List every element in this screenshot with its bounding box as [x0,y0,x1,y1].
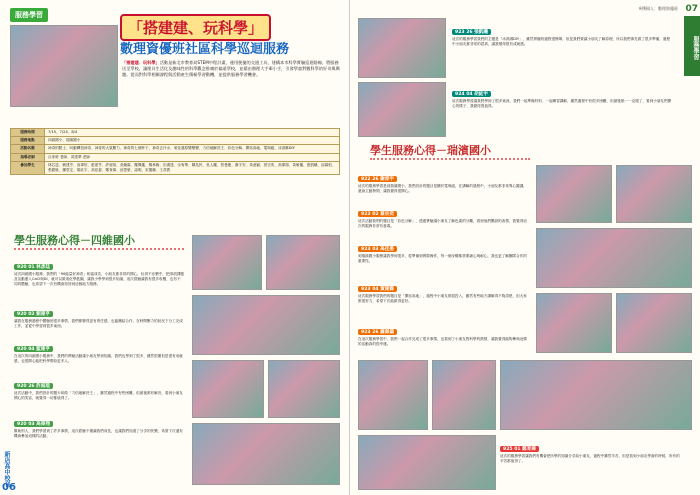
intro-text: 活動是新北市教育局STEM中程計畫，運用便捷的交通工具，建構本市科學實驗巡迴路線，將服務送至學校，讓理具生活化及趣味性的科學觀念推廣於偏遠學校，並藉由辦理大手牽小手，引發學童對數科學的好奇與興趣。從而對科學相關課程與活動產生積極學習動機，並提供服務學習機會。 [122,60,340,77]
divider [370,158,530,160]
section-heading: 學生服務心得－瑞濱國小 [370,144,491,157]
article-subtitle: 數理資優班社區科學巡迴服務 [120,42,290,57]
table-row: 服務時間 7/15、7/24、8/4 [11,129,340,137]
entry-name: 925 01 鄭育緯 [500,446,539,452]
entry-name: 923 26 羅佩儀 [358,329,397,335]
section-heading: 學生服務心得－四維國小 [14,234,135,247]
activity-photo [192,235,262,290]
list-item [500,435,680,464]
entry-name: 920 02 劉建亨 [14,311,53,317]
intro-highlight: 「搭建建．玩科學」 [122,60,160,65]
right-page [350,0,700,495]
article-title: 「搭建建、玩科學」 [120,14,271,41]
entry-body: 這次活動我們的題目是「彩色分解」，透過實驗讓小朋友了解色素的分離，看到他們驚訝的表情，我覺得這次的服務非常有意義。 [358,219,527,229]
entry-body: 在這次服務學習中，我們一起合作完成了很多事情，也看到了小朋友對科學的熱情，讓我覺得能夠參與這樣的活動真的很幸運。 [358,337,527,347]
list-item [14,300,184,329]
entry-body: 這次服務學習我們的題目是「開拓高地」，過程中小朋友都很投入，雖然有些地方講解得不夠清楚，但大家都很努力，希望下次能做得更好。 [358,294,527,304]
main-photo [10,25,118,107]
activity-photo [536,228,692,288]
credit-line: ※撰稿人：數理資優班 [638,6,678,11]
entry-body: 這次的服務學習我們的主題是「冰淇淋DIY」，雖然實驗的過程很簡單，但是我們要讓小朋友了解原理，所以我們事先做了很多準備，過程中小朋友都非常的認真，讓我覺得很有成就感。 [452,37,671,47]
intro-paragraph [122,60,340,78]
entry-body: 讓我在服務過程中體驗到很多事情，我們都變得更有責任感，也能團結合作，在時間壓力的狀況下分工完成工作，並從中學習到很多東西。 [14,319,183,329]
list-item [358,235,528,264]
entry-name: 923 03 高佳晏 [358,246,397,252]
activity-photo [358,435,496,490]
entry-name: 923 04 黃建霖 [358,286,397,292]
list-item [14,253,184,288]
divider [14,248,184,250]
activity-photo [358,18,446,78]
activity-photo [192,360,264,418]
entry-name: 920 04 藍建亨 [14,346,53,352]
table-row: 服務地點 四維國小、瑞濱國小 [11,137,340,145]
entry-name: 923 02 蔡宗奕 [358,211,397,217]
entry-name: 920 26 許庭瑄 [14,383,53,389]
activity-photo [616,293,692,353]
activity-photo [432,360,496,430]
activity-photo [536,165,612,223]
entry-body: 到瑞濱國小服務讓我學到很多，從準備到實際操作，每一個步驟都需要細心與耐心，我也更了解團隊合作的重要性。 [358,254,527,264]
entry-name: 922 26 謝淳宇 [358,176,397,182]
activity-photo [358,82,446,137]
entry-body: 在這次的四維國小服務中，我們的實驗活動讓小朋友學到知識，我們也學到了很多，雖然很累但是很有成就感，也很開心能把科學帶給更多人。 [14,354,183,364]
entry-name: 924 04 胡紘宇 [452,91,491,97]
list-item [358,165,528,194]
entry-body: 這次的服務學習讓我們有機會把所學的知識分享給小朋友，過程中雖然辛苦，但是看到小朋友學會的時候，所有的辛苦都值得了。 [500,454,680,464]
activity-photo [266,235,340,290]
list-item [358,275,528,304]
table-row: 指導老師 呂家幹 老師、黃建華 老師 [11,153,340,161]
entry-body: 這次活動中，我們設計的題卡叫做「力信地解決王」，雖然過程中有些困難，但最後都有解決，看到小朋友開心的笑容，就覺得一切都值得了。 [14,391,183,401]
activity-photo [500,360,692,430]
entry-body: 這次服務學習讓我們學到了很多東西，我們一起準備材料、一起練習講解，雖然過程中有很多困難，但最後都一一克服了，看到小朋友們開心的樣子，我覺得很值得。 [452,99,672,109]
activity-photo [616,165,692,223]
activity-photo [536,293,612,353]
magazine-side-label: 新店高中校刊 [3,451,10,487]
info-table [10,128,340,175]
table-row: 活動名稱 神奇的點土、叫動轉扭神奇、神奇的大氣壓力、神奇的七個杯子、神奇去汗水、氧化還原變變變、力信地解決王、彩色分解、開拓高地、電與磁、冰淇淋DIY [11,145,340,153]
list-item [358,200,528,229]
entry-body: 幫助別人，我們學習到了許多事情，這次經驗不僅讓我們成長，也讓我們知道了分享的快樂，希望下次還有機會參加這樣的活動。 [14,429,183,439]
list-item [14,335,184,364]
entry-body: 這次四維國小服務，我們的「90能量好神奇」相當成功，小朋友都非常的開心，玩得不亦樂乎，把兩項課題及活動連入CaCl與DI，就可以做成化學藍圖，讓我小學學到很多知識，這次經驗讓我有很多收穫，也有不同的體驗，也希望下一次有機會再回到這個地方服務。 [14,272,184,287]
page-number: 06 [2,482,16,493]
list-item [452,18,672,47]
entry-name: 923 26 張凱曦 [452,29,491,35]
activity-photo [192,423,340,485]
page-number: 07 [685,4,698,14]
list-item [358,318,528,347]
section-tag: 服務學習 [10,8,48,22]
activity-photo [268,360,340,418]
table-row: 參加學生 林芯廷、劉建亨、高瑋伯、藍建亨、許庭瑄、吳賴霖、羅佩儀、楊承翰、田書達、余宥華、陳兆民、吳人鑲、蔡曼婕、謝宇安、黃意穎、蔡宗奕、高偉翔、黃敏儀、張凱曦、邱霖恒、張鎧航、鍾堂定、胡紘宇、高佳晏、鄭育緯、邱思豪、蕭明、宋蕙藤、王彥凱 [11,161,340,174]
activity-photo [358,360,428,430]
section-tab: 服務學習 [684,16,700,76]
entry-name: 920 01 林彥廷 [14,264,53,270]
list-item [452,80,672,109]
list-item [14,410,184,439]
activity-photo [192,295,340,355]
list-item [14,372,184,401]
entry-name: 920 03 高偉翔 [14,421,53,427]
entry-body: 這次的服務學習是到瑞濱國小，我們設計的題目是關於電與磁，在講解的過程中，小朋友都非常專心聽講，還會主動發問，讓我覺得很開心。 [358,184,527,194]
